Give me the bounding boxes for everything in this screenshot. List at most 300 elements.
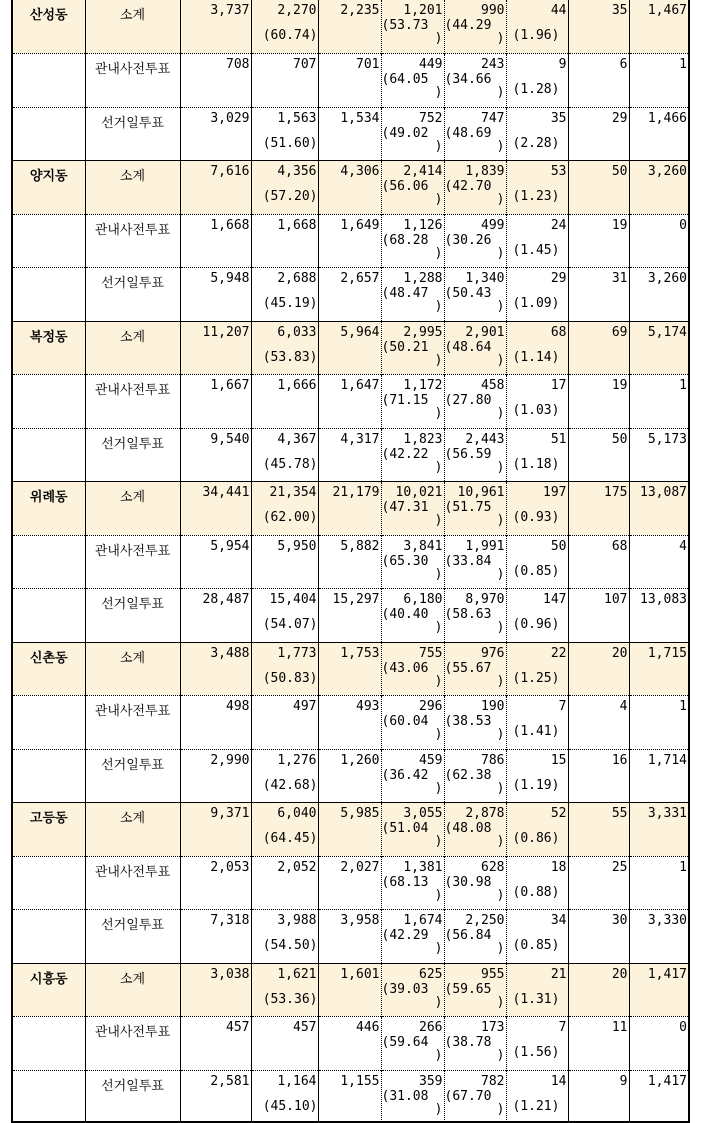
candidate2-percent: (38.53 bbox=[444, 714, 492, 729]
candidate2-percent-close: ) bbox=[496, 727, 505, 742]
invalid-count: 52 bbox=[550, 806, 567, 821]
candidate2-votes bbox=[445, 161, 506, 205]
electors-value: 28,487 bbox=[202, 592, 250, 607]
candidate1-count: 459 bbox=[419, 752, 443, 768]
abstain-value: 69 bbox=[611, 324, 628, 340]
table-row bbox=[13, 214, 688, 268]
invalid-votes-cell bbox=[506, 749, 568, 803]
candidate2-percent: (48.08 bbox=[444, 821, 492, 836]
candidate2-cell bbox=[444, 749, 506, 803]
candidate1-percent-close: ) bbox=[434, 406, 443, 421]
voters-cell bbox=[251, 268, 318, 322]
nonvoters-value: 13,087 bbox=[640, 485, 687, 500]
candidate1-cell bbox=[381, 856, 444, 910]
turnout-percent: (42.68) bbox=[262, 777, 318, 793]
valid-votes-cell bbox=[318, 428, 381, 482]
voters-value: 3,988 bbox=[277, 913, 317, 928]
vote-type-cell bbox=[85, 803, 180, 857]
candidate2-percent: (33.84 bbox=[444, 553, 492, 569]
candidate2-percent-close: ) bbox=[496, 620, 505, 635]
abstain-cell bbox=[568, 482, 629, 536]
electors-cell bbox=[180, 803, 251, 857]
electors-cell bbox=[180, 749, 251, 803]
valid-votes-value: 446 bbox=[356, 1020, 380, 1035]
nonvoters-cell bbox=[629, 963, 688, 1017]
candidate1-percent: (71.15 bbox=[381, 393, 429, 408]
candidate1-count: 266 bbox=[419, 1020, 443, 1035]
voters-cell bbox=[251, 589, 318, 643]
voters-value: 1,563 bbox=[277, 110, 317, 126]
electors-cell bbox=[180, 1017, 251, 1071]
turnout-percent: (45.78) bbox=[262, 456, 318, 472]
candidate1-percent: (39.03 bbox=[381, 981, 429, 997]
nonvoters-cell bbox=[629, 803, 688, 857]
voters-cell bbox=[251, 428, 318, 482]
nonvoters-cell bbox=[629, 375, 688, 429]
abstain-value: 35 bbox=[611, 3, 628, 18]
valid-votes-value: 1,647 bbox=[340, 378, 380, 393]
candidate2-votes bbox=[445, 0, 506, 44]
candidate1-percent-close: ) bbox=[434, 620, 443, 635]
vote-type-label: 소계 bbox=[119, 8, 146, 23]
invalid-votes-cell bbox=[506, 0, 568, 54]
turnout-percent: (53.36) bbox=[262, 991, 318, 1007]
candidate1-cell bbox=[381, 375, 444, 429]
nonvoters-cell bbox=[629, 856, 688, 910]
valid-votes-value: 493 bbox=[356, 699, 380, 714]
candidate2-percent-close: ) bbox=[496, 299, 505, 314]
candidate1-percent: (42.29 bbox=[381, 928, 429, 943]
candidate2-votes bbox=[445, 536, 506, 580]
electors-value: 11,207 bbox=[202, 324, 250, 340]
candidate2-percent: (34.66 bbox=[444, 72, 492, 87]
candidate1-cell bbox=[381, 161, 444, 215]
region-name: 시흥동 bbox=[29, 971, 68, 987]
candidate1-votes bbox=[382, 1071, 444, 1115]
candidate1-count: 359 bbox=[419, 1073, 443, 1089]
invalid-votes-cell bbox=[506, 856, 568, 910]
voters-cell bbox=[251, 161, 318, 215]
vote-type-label: 관내사전투표 bbox=[94, 1025, 171, 1040]
candidate2-percent-close: ) bbox=[496, 780, 505, 796]
abstain-cell bbox=[568, 642, 629, 696]
voters-value: 5,950 bbox=[277, 538, 317, 554]
vote-type-label: 선거일투표 bbox=[101, 918, 164, 933]
abstain-value: 30 bbox=[611, 913, 628, 928]
electors-cell bbox=[180, 214, 251, 268]
candidate1-votes bbox=[382, 589, 444, 633]
nonvoters-value: 3,260 bbox=[647, 164, 687, 179]
voters-value: 707 bbox=[293, 57, 317, 72]
candidate1-votes bbox=[382, 268, 444, 312]
invalid-count: 7 bbox=[558, 699, 567, 714]
nonvoters-value: 1,417 bbox=[647, 966, 687, 982]
candidate1-percent: (43.06 bbox=[381, 660, 429, 676]
nonvoters-value: 3,331 bbox=[647, 806, 687, 821]
valid-votes-cell bbox=[318, 1017, 381, 1071]
candidate1-cell bbox=[381, 910, 444, 964]
voters-cell bbox=[251, 749, 318, 803]
valid-votes-value: 3,958 bbox=[340, 913, 380, 928]
vote-type-cell bbox=[85, 910, 180, 964]
nonvoters-cell bbox=[629, 0, 688, 54]
candidate1-percent: (51.04 bbox=[381, 821, 429, 836]
invalid-votes bbox=[507, 857, 568, 901]
valid-votes-cell bbox=[318, 214, 381, 268]
candidate1-count: 2,995 bbox=[403, 324, 443, 340]
candidate2-percent-close: ) bbox=[496, 406, 505, 421]
candidate1-percent-close: ) bbox=[434, 887, 443, 903]
valid-votes-value: 5,964 bbox=[340, 324, 380, 340]
region-cell bbox=[13, 161, 85, 215]
invalid-votes-cell bbox=[506, 535, 568, 589]
vote-type-cell bbox=[85, 963, 180, 1017]
candidate2-percent: (44.29 bbox=[444, 18, 492, 33]
electors-cell bbox=[180, 161, 251, 215]
table-row bbox=[13, 910, 688, 964]
candidate1-cell bbox=[381, 749, 444, 803]
electors-cell bbox=[180, 428, 251, 482]
candidate1-cell bbox=[381, 428, 444, 482]
valid-votes-value: 5,985 bbox=[340, 806, 380, 821]
nonvoters-value: 4 bbox=[679, 538, 687, 554]
candidate2-votes bbox=[445, 215, 506, 259]
vote-type-label: 관내사전투표 bbox=[94, 222, 171, 238]
abstain-cell bbox=[568, 268, 629, 322]
voters-cell bbox=[251, 963, 318, 1017]
region-cell bbox=[13, 963, 85, 1017]
candidate1-votes bbox=[382, 0, 444, 44]
region-cell bbox=[13, 214, 85, 268]
voters-value: 497 bbox=[293, 699, 317, 714]
invalid-percent: (2.28) bbox=[512, 135, 560, 151]
candidate2-count: 976 bbox=[481, 645, 505, 661]
nonvoters-cell bbox=[629, 268, 688, 322]
candidate1-cell bbox=[381, 0, 444, 54]
candidate1-votes bbox=[382, 482, 444, 526]
turnout-percent: (57.20) bbox=[262, 189, 318, 204]
nonvoters-value: 1 bbox=[679, 699, 687, 714]
electors-cell bbox=[180, 107, 251, 161]
invalid-percent: (1.45) bbox=[512, 242, 560, 258]
invalid-votes-cell bbox=[506, 107, 568, 161]
abstain-value: 175 bbox=[604, 485, 628, 500]
candidate1-percent: (68.28 bbox=[381, 232, 429, 248]
candidate1-percent: (53.73 bbox=[381, 18, 429, 33]
voters-value: 1,773 bbox=[277, 645, 317, 661]
region-name: 산성동 bbox=[29, 8, 68, 23]
turnout-percent: (45.10) bbox=[262, 1098, 318, 1114]
vote-type-label: 소계 bbox=[119, 971, 146, 987]
candidate1-cell bbox=[381, 107, 444, 161]
candidate1-votes bbox=[382, 803, 444, 847]
candidate1-cell bbox=[381, 268, 444, 322]
vote-type-label: 선거일투표 bbox=[101, 757, 164, 773]
invalid-count: 17 bbox=[550, 378, 567, 393]
candidate1-cell bbox=[381, 214, 444, 268]
nonvoters-value: 5,173 bbox=[647, 431, 687, 447]
candidate1-count: 6,180 bbox=[403, 592, 443, 607]
valid-votes-cell bbox=[318, 910, 381, 964]
invalid-votes bbox=[507, 0, 568, 44]
candidate2-percent: (48.69 bbox=[444, 125, 492, 141]
valid-votes-cell bbox=[318, 803, 381, 857]
candidate2-count: 628 bbox=[481, 859, 505, 875]
vote-type-label: 선거일투표 bbox=[101, 597, 164, 612]
vote-type-cell bbox=[85, 856, 180, 910]
electors-value: 1,667 bbox=[210, 378, 250, 393]
abstain-cell bbox=[568, 107, 629, 161]
valid-votes-cell bbox=[318, 856, 381, 910]
candidate2-percent-close: ) bbox=[496, 352, 505, 368]
nonvoters-value: 1,714 bbox=[647, 752, 687, 768]
table-row bbox=[13, 107, 688, 161]
invalid-votes bbox=[507, 803, 568, 847]
region-name: 위례동 bbox=[29, 490, 68, 505]
abstain-value: 19 bbox=[611, 378, 628, 393]
region-cell bbox=[13, 375, 85, 429]
valid-votes-value: 1,155 bbox=[340, 1073, 380, 1089]
voters-value: 6,040 bbox=[277, 806, 317, 821]
candidate1-count: 1,823 bbox=[403, 431, 443, 447]
candidate2-cell bbox=[444, 161, 506, 215]
valid-votes-value: 5,882 bbox=[340, 538, 380, 554]
electors-cell bbox=[180, 321, 251, 375]
candidate2-percent: (27.80 bbox=[444, 393, 492, 408]
abstain-cell bbox=[568, 696, 629, 750]
candidate2-percent-close: ) bbox=[496, 941, 505, 956]
abstain-value: 55 bbox=[611, 806, 628, 821]
invalid-count: 44 bbox=[550, 3, 567, 18]
vote-type-cell bbox=[85, 1070, 180, 1123]
candidate2-votes bbox=[445, 589, 506, 633]
turnout-percent: (54.07) bbox=[262, 617, 318, 632]
candidate2-percent-close: ) bbox=[496, 31, 505, 46]
candidate1-count: 2,414 bbox=[403, 164, 443, 179]
voters-value: 2,052 bbox=[277, 859, 317, 875]
valid-votes-value: 1,260 bbox=[340, 752, 380, 768]
candidate1-percent-close: ) bbox=[434, 85, 443, 100]
vote-type-cell bbox=[85, 749, 180, 803]
abstain-cell bbox=[568, 589, 629, 643]
candidate2-votes bbox=[445, 108, 506, 152]
candidate1-percent-close: ) bbox=[434, 941, 443, 956]
candidate1-percent: (48.47 bbox=[381, 286, 429, 301]
valid-votes-value: 1,753 bbox=[340, 645, 380, 661]
candidate2-percent-close: ) bbox=[496, 834, 505, 849]
voters-cell bbox=[251, 54, 318, 108]
turnout-percent: (62.00) bbox=[262, 510, 318, 525]
invalid-votes bbox=[507, 429, 568, 473]
invalid-votes-cell bbox=[506, 161, 568, 215]
candidate1-votes bbox=[382, 375, 444, 419]
electors-value: 3,737 bbox=[210, 3, 250, 18]
voters-value: 6,033 bbox=[277, 324, 317, 340]
region-cell bbox=[13, 428, 85, 482]
invalid-count: 50 bbox=[550, 538, 567, 554]
electors-cell bbox=[180, 1070, 251, 1123]
vote-type-label: 관내사전투표 bbox=[94, 704, 171, 719]
candidate2-count: 458 bbox=[481, 378, 505, 393]
candidate2-count: 499 bbox=[481, 217, 505, 233]
candidate2-count: 2,878 bbox=[465, 806, 505, 821]
vote-type-cell bbox=[85, 482, 180, 536]
nonvoters-value: 13,083 bbox=[640, 592, 687, 607]
abstain-cell bbox=[568, 803, 629, 857]
electors-value: 9,540 bbox=[210, 431, 250, 447]
electors-value: 5,948 bbox=[210, 271, 250, 286]
nonvoters-cell bbox=[629, 535, 688, 589]
region-name: 고등동 bbox=[29, 811, 68, 826]
region-cell bbox=[13, 1070, 85, 1123]
voters-cell bbox=[251, 0, 318, 54]
candidate1-percent-close: ) bbox=[434, 513, 443, 528]
invalid-votes bbox=[507, 643, 568, 687]
candidate2-votes bbox=[445, 643, 506, 687]
vote-type-label: 소계 bbox=[119, 169, 146, 184]
invalid-percent: (0.93) bbox=[512, 510, 560, 525]
region-cell bbox=[13, 268, 85, 322]
candidate2-percent-close: ) bbox=[496, 1101, 505, 1117]
nonvoters-value: 3,330 bbox=[647, 913, 687, 928]
invalid-votes bbox=[507, 1017, 568, 1061]
nonvoters-cell bbox=[629, 1070, 688, 1123]
invalid-count: 29 bbox=[550, 271, 567, 286]
election-results-table-frame bbox=[11, 0, 690, 1123]
invalid-count: 53 bbox=[550, 164, 567, 179]
candidate2-cell bbox=[444, 428, 506, 482]
candidate2-cell bbox=[444, 321, 506, 375]
valid-votes-cell bbox=[318, 642, 381, 696]
candidate2-percent-close: ) bbox=[496, 513, 505, 528]
invalid-votes-cell bbox=[506, 482, 568, 536]
candidate2-count: 190 bbox=[481, 699, 505, 714]
vote-type-cell bbox=[85, 642, 180, 696]
candidate1-votes bbox=[382, 322, 444, 366]
candidate1-cell bbox=[381, 535, 444, 589]
invalid-votes bbox=[507, 482, 568, 526]
table-row bbox=[13, 321, 688, 375]
candidate1-count: 296 bbox=[419, 699, 443, 714]
nonvoters-value: 1,715 bbox=[647, 645, 687, 661]
candidate2-count: 10,961 bbox=[457, 485, 505, 500]
invalid-votes bbox=[507, 375, 568, 419]
nonvoters-value: 0 bbox=[679, 217, 687, 233]
table-row bbox=[13, 268, 688, 322]
candidate1-percent: (59.64 bbox=[381, 1035, 429, 1050]
abstain-cell bbox=[568, 321, 629, 375]
voters-cell bbox=[251, 696, 318, 750]
valid-votes-value: 21,179 bbox=[332, 485, 380, 500]
table-row bbox=[13, 1017, 688, 1071]
candidate1-count: 449 bbox=[419, 57, 443, 72]
invalid-percent: (1.56) bbox=[512, 1045, 560, 1060]
invalid-votes-cell bbox=[506, 589, 568, 643]
region-name: 양지동 bbox=[29, 169, 68, 184]
candidate2-votes bbox=[445, 1071, 506, 1115]
invalid-votes bbox=[507, 696, 568, 740]
table-row bbox=[13, 428, 688, 482]
candidate1-votes bbox=[382, 54, 444, 98]
candidate1-votes bbox=[382, 536, 444, 580]
invalid-percent: (0.96) bbox=[512, 617, 560, 632]
invalid-percent: (1.09) bbox=[512, 296, 560, 311]
vote-type-cell bbox=[85, 161, 180, 215]
candidate1-percent-close: ) bbox=[434, 727, 443, 742]
candidate2-count: 1,340 bbox=[465, 271, 505, 286]
candidate2-percent: (55.67 bbox=[444, 660, 492, 676]
voters-cell bbox=[251, 1017, 318, 1071]
candidate1-votes bbox=[382, 429, 444, 473]
abstain-value: 16 bbox=[611, 752, 628, 768]
candidate2-votes bbox=[445, 54, 506, 98]
abstain-value: 11 bbox=[611, 1020, 628, 1035]
vote-type-cell bbox=[85, 1017, 180, 1071]
valid-votes-value: 2,657 bbox=[340, 271, 380, 286]
electors-value: 1,668 bbox=[210, 217, 250, 233]
valid-votes-cell bbox=[318, 535, 381, 589]
region-cell bbox=[13, 696, 85, 750]
candidate1-percent-close: ) bbox=[434, 31, 443, 46]
candidate2-votes bbox=[445, 375, 506, 419]
valid-votes-cell bbox=[318, 321, 381, 375]
candidate1-percent-close: ) bbox=[434, 994, 443, 1010]
abstain-value: 29 bbox=[611, 110, 628, 126]
table-row bbox=[13, 375, 688, 429]
electors-value: 498 bbox=[226, 699, 250, 714]
invalid-count: 197 bbox=[543, 485, 567, 500]
invalid-percent: (0.86) bbox=[512, 831, 560, 846]
candidate1-count: 1,674 bbox=[403, 913, 443, 928]
voters-cell bbox=[251, 910, 318, 964]
valid-votes-cell bbox=[318, 963, 381, 1017]
candidate1-cell bbox=[381, 54, 444, 108]
candidate2-cell bbox=[444, 54, 506, 108]
vote-type-cell bbox=[85, 428, 180, 482]
region-cell bbox=[13, 803, 85, 857]
candidate2-percent: (30.26 bbox=[444, 232, 492, 248]
invalid-votes bbox=[507, 910, 568, 954]
candidate2-percent-close: ) bbox=[496, 1048, 505, 1063]
voters-value: 1,621 bbox=[277, 966, 317, 982]
candidate2-votes bbox=[445, 268, 506, 312]
invalid-votes-cell bbox=[506, 268, 568, 322]
table-row bbox=[13, 54, 688, 108]
invalid-votes-cell bbox=[506, 428, 568, 482]
candidate2-count: 747 bbox=[481, 110, 505, 126]
invalid-votes-cell bbox=[506, 375, 568, 429]
nonvoters-value: 1 bbox=[679, 57, 687, 72]
candidate2-cell bbox=[444, 910, 506, 964]
candidate1-count: 1,288 bbox=[403, 271, 443, 286]
electors-value: 3,029 bbox=[210, 110, 250, 126]
candidate2-percent-close: ) bbox=[496, 459, 505, 475]
voters-cell bbox=[251, 375, 318, 429]
candidate2-percent-close: ) bbox=[496, 566, 505, 582]
invalid-votes bbox=[507, 322, 568, 366]
candidate1-percent: (42.22 bbox=[381, 446, 429, 462]
candidate1-percent: (31.08 bbox=[381, 1088, 429, 1104]
invalid-votes-cell bbox=[506, 321, 568, 375]
region-cell bbox=[13, 0, 85, 54]
table-row bbox=[13, 161, 688, 215]
nonvoters-cell bbox=[629, 749, 688, 803]
candidate2-count: 786 bbox=[481, 752, 505, 768]
candidate1-count: 1,172 bbox=[403, 378, 443, 393]
voters-value: 2,270 bbox=[277, 3, 317, 18]
abstain-value: 20 bbox=[611, 645, 628, 661]
voters-value: 21,354 bbox=[269, 485, 317, 500]
